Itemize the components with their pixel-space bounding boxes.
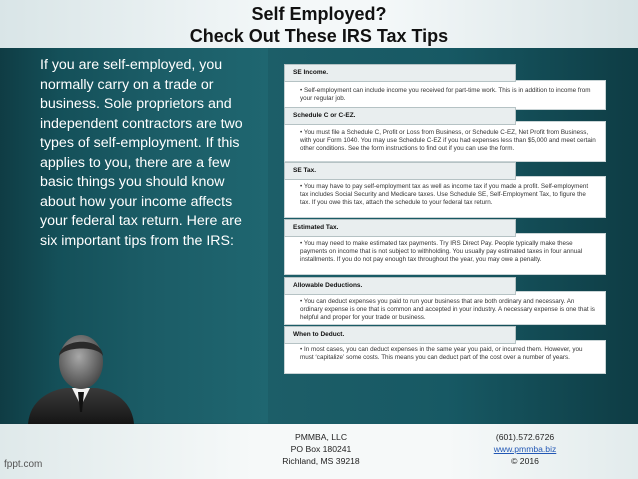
tip-box-allowable-deductions <box>284 291 606 325</box>
tip-label-allowable-deductions: Allowable Deductions. <box>284 277 516 295</box>
tip-label-schedule-c: Schedule C or C-EZ. <box>284 107 516 125</box>
tip-text-allowable-deductions: • You can deduct expenses you paid to run your business that are both ordinary and necessary. An ordinary expense is one that is common and accepted in your industry. A necessary expense is one that is helpful and proper for your trade or business. <box>300 298 595 321</box>
company-address <box>272 431 370 467</box>
tip-text-when-to-deduct: • In most cases, you can deduct expenses in the same year you paid, or incurred them. However, you must ‘capitalize’ some costs. This means you can deduct part of the cost over a number of years. <box>300 346 583 361</box>
slide-footer <box>0 424 638 479</box>
company-contact <box>470 431 580 467</box>
tip-box-se-income <box>284 80 606 110</box>
tip-label-se-income: SE Income. <box>284 64 516 82</box>
tip-box-estimated-tax <box>284 233 606 275</box>
tip-box-schedule-c <box>284 121 606 162</box>
tip-text-estimated-tax: • You may need to make estimated tax payments. Try IRS Direct Pay. People typically make these payments on income that is not subject to withholding. You usually pay estimated taxes in four annual installments. If you do not pay enough tax throughout the year, you may owe a penalty. <box>300 240 583 263</box>
tips-list <box>270 0 638 424</box>
fppt-brand: fppt.com <box>4 459 43 470</box>
intro-paragraph: If you are self-employed, you normally carry on a trade or business. Sole proprietors and independent contractors are two types of self-employment. If this applies to you, there are a few basic things you should know about how your income affects your federal tax return. Here are six important tips from the IRS: <box>40 57 243 249</box>
company-name: PMMBA, LLC <box>294 432 348 442</box>
tip-text-se-tax: • You may have to pay self-employment tax as well as income tax if you made a profit. Self-employment tax includes Social Security and Medicare taxes. Use Schedule SE, Self-Employment Tax, to figure the tax. If you owe this tax, attach the schedule to your federal tax return. <box>300 183 589 206</box>
website-link[interactable]: www.pmmba.biz <box>493 444 557 454</box>
tip-text-se-income: • Self-employment can include income you received for part-time work. This is in addition to income from your regular job. <box>300 87 591 102</box>
slide-title-line1: Self Employed? <box>251 4 387 24</box>
phone-number: (601).572.6726 <box>495 432 555 442</box>
businessman-avatar-icon <box>22 330 140 424</box>
tip-label-when-to-deduct: When to Deduct. <box>284 326 516 344</box>
city-line: Richland, MS 39218 <box>282 456 360 466</box>
tip-text-schedule-c: • You must file a Schedule C, Profit or Loss from Business, or Schedule C-EZ, Net Profit from Business, with your Form 1040. You may use Schedule C-EZ if you had expenses less than $5,000 and meet certain other conditions. See the form instructions to find out if you can use the form. <box>300 129 596 152</box>
copyright: © 2016 <box>511 456 539 466</box>
tip-label-se-tax: SE Tax. <box>284 162 516 180</box>
slide-title-line2: Check Out These IRS Tax Tips <box>189 26 449 46</box>
po-box: PO Box 180241 <box>290 444 352 454</box>
tip-box-se-tax <box>284 176 606 218</box>
tip-box-when-to-deduct <box>284 340 606 374</box>
tip-label-estimated-tax: Estimated Tax. <box>284 219 516 237</box>
